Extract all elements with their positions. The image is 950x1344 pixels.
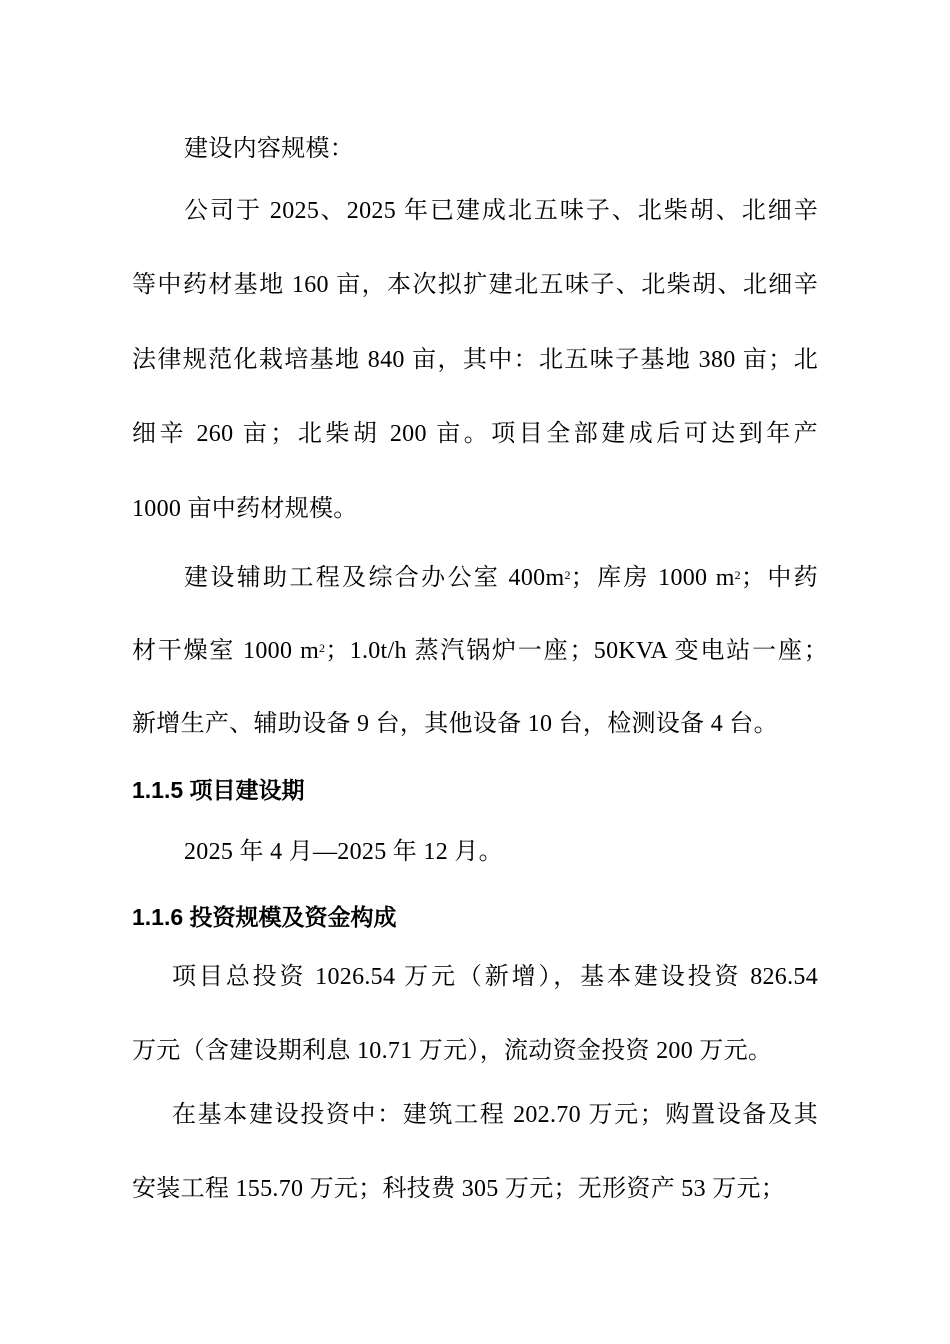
text-span: ；中药 [740,565,818,591]
para-line: 新增生产、辅助设备 9 台，其他设备 10 台，检测设备 4 台。 [132,711,778,737]
para-line: 细辛 260 亩；北柴胡 200 亩。项目全部建成后可达到年产 [132,421,818,447]
section-heading: 1.1.5 项目建设期 [132,777,305,803]
para-line: 2025 年 4 月—2025 年 12 月。 [184,839,503,865]
superscript: 2 [564,568,571,582]
para-line: 项目总投资 1026.54 万元（新增），基本建设投资 826.54 [172,964,818,990]
para-line: 法律规范化栽培基地 840 亩，其中：北五味子基地 380 亩；北 [132,347,818,373]
para-line: 1000 亩中药材规模。 [132,496,358,522]
para-line: 安装工程 155.70 万元；科技费 305 万元；无形资产 53 万元； [132,1176,786,1202]
para-line [184,563,818,593]
section-heading: 1.1.6 投资规模及资金构成 [132,904,397,930]
para-line [132,636,828,666]
text-span: 材干燥室 1000 m [132,638,320,664]
para-line: 等中药材基地 160 亩，本次拟扩建北五味子、北柴胡、北细辛 [132,272,818,298]
para-line: 在基本建设投资中：建筑工程 202.70 万元；购置设备及其 [172,1102,818,1128]
superscript: 2 [319,641,326,655]
para-line: 万元（含建设期利息 10.71 万元），流动资金投资 200 万元。 [132,1038,773,1064]
text-span: 建设辅助工程及综合办公室 400m [184,565,565,591]
para-line: 公司于 2025、2025 年已建成北五味子、北柴胡、北细辛 [184,198,818,224]
text-span: ；库房 1000 m [570,565,735,591]
scale-title: 建设内容规模： [184,136,355,162]
text-span: ；1.0t/h 蒸汽锅炉一座；50KVA 变电站一座； [325,638,829,664]
superscript: 2 [734,568,741,582]
